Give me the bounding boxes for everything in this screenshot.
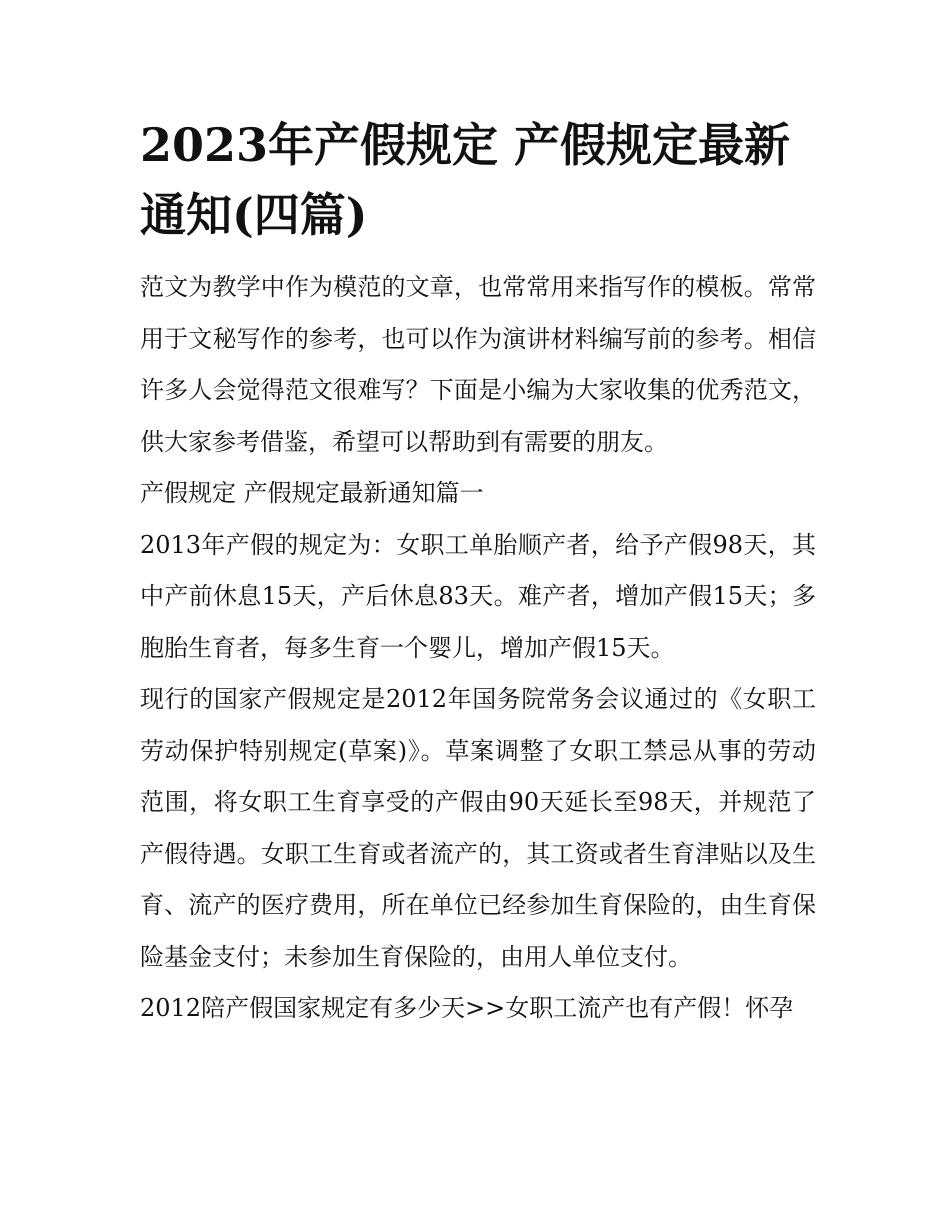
section-heading: 产假规定 产假规定最新通知篇一 [140,479,484,507]
paragraph-2013-leave-rules: 2013年产假的规定为：女职工单胎顺产者，给予产假98天，其中产前休息15天，产后休息83天。难产者，增加产假15天；多胞胎生育者，每多生育一个婴儿，增加产假15天。 [140,530,816,662]
intro-paragraph: 范文为教学中作为模范的文章，也常常用来指写作的模板。常常用于文秘写作的参考，也可以作为演讲材料编写前的参考。相信许多人会觉得范文很难写？下面是小编为大家收集的优秀范文，供大家参考借鉴，希望可以帮助到有需要的朋友。 [140,273,816,456]
paragraph-current-national-rules: 现行的国家产假规定是2012年国务院常务会议通过的《女职工劳动保护特别规定(草案)》。草案调整了女职工禁忌从事的劳动范围，将女职工生育享受的产假由90天延长至98天，并规范了产假待遇。女职工生育或者流产的，其工资或者生育津贴以及生育、流产的医疗费用，所在单位已经参加生育保险的，由生育保险基金支付；未参加生育保险的，由用人单位支付。 [140,685,816,971]
document-page [140,110,816,1035]
document-title: 2023年产假规定 产假规定最新通知(四篇) [140,118,791,242]
paragraph-paternity-leave: 2012陪产假国家规定有多少天>>女职工流产也有产假！怀孕 [140,994,794,1022]
